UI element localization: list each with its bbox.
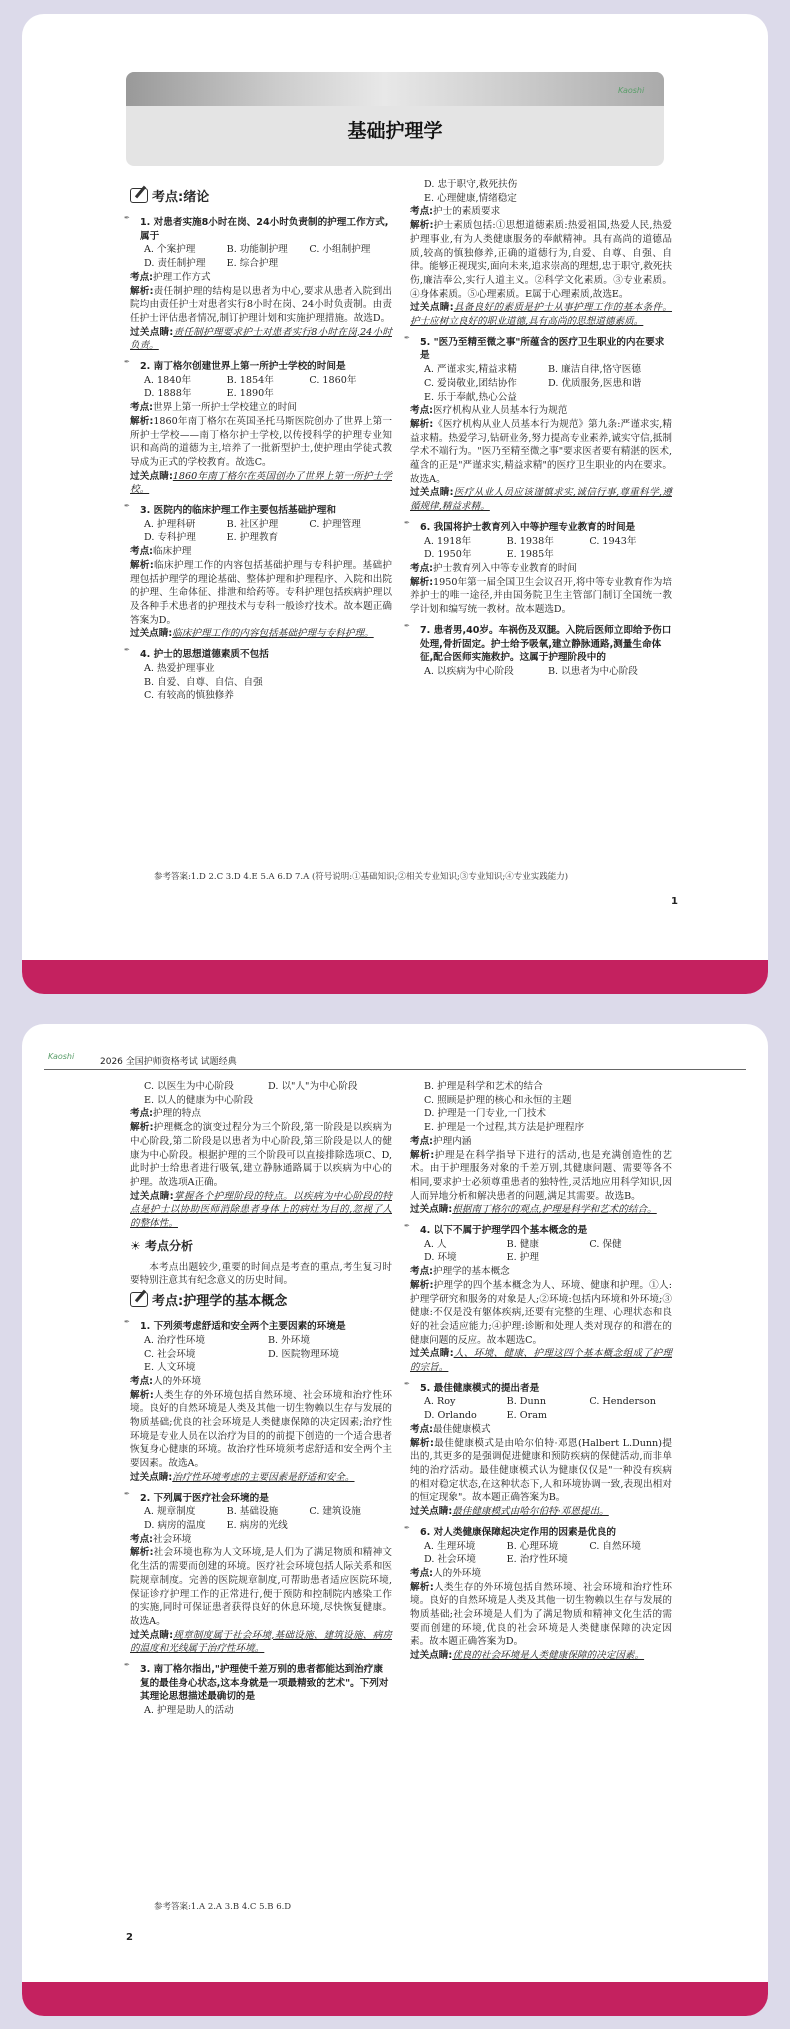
label: 考点:	[130, 402, 154, 414]
explanation	[130, 415, 392, 470]
option-list	[130, 374, 392, 401]
question: ✒ 6. 我国将护士教育列入中等护理专业教育的时间是	[410, 521, 672, 535]
option: C. 保健	[589, 1238, 622, 1250]
option: B. 社区护理	[226, 518, 279, 530]
explanation	[410, 1581, 672, 1650]
text: 最佳健康模式由哈尔伯特·邓恩提出。	[452, 1506, 609, 1518]
label: 过关点睛:	[130, 1190, 174, 1202]
label: 考点:	[410, 1135, 434, 1147]
key-point	[130, 470, 392, 497]
label: 过关点睛:	[130, 628, 173, 640]
key-point	[410, 301, 672, 328]
option: A. 1840年	[144, 374, 192, 386]
label: 解析:	[130, 1122, 154, 1134]
option: C. 爱岗敬业,团结协作	[424, 377, 517, 389]
question: ✒ 1. 下列须考虑舒适和安全两个主要因素的环境是	[130, 1320, 392, 1334]
option: A. 严谨求实,精益求精	[424, 364, 517, 376]
key-point	[410, 1649, 672, 1663]
text: 责任制护理要求护士对患者实行8小时在岗,24小时负责。	[130, 326, 392, 352]
label: 考点:	[130, 546, 154, 558]
text: 治疗性环境考虑的主要因素是舒适和安全。	[172, 1471, 355, 1483]
text: 世界上第一所护士学校建立的时间	[153, 402, 297, 414]
explanation	[130, 1261, 392, 1288]
left-column	[130, 1080, 392, 1718]
text: 人类生存的外环境包括自然环境、社会环境和治疗性环境。良好的自然环境是人类及其他一切生物赖以生存与发展的物质基础;优良的社会环境是人类健康保障的决定因素;治疗性环境是专业人员在以治疗为目的的前提下创造的一个适合患者恢复身心健康的环境。故治疗性环境须考虑舒适和安全两个主要因素。故选A。	[130, 1389, 393, 1470]
text: 最佳健康模式	[433, 1423, 491, 1435]
text: 护理学的四个基本概念为人、环境、健康和护理。①人:护理学研究和服务的对象是人;②环境:包括内环境和外环境;③健康:不仅是没有躯体疾病,还要有完整的生理、心理状态和良好的社会适应能力;④护理:诊断和处理人类对现存的和潜在的健康问题的反应。故本题选C。	[410, 1279, 672, 1346]
text: 护士教育列入中等专业教育的时间	[433, 562, 577, 574]
option: C. 以医生为中心阶段	[144, 1081, 234, 1092]
text: 护士素质包括:①思想道德素质:热爱祖国,热爱人民,热爱护理事业,有为人类健康服务的奉献精神。具有高尚的道德品质,较高的慎独修养,正确的道德行为,自爱、自尊、自强、自律。能够正视现实,面向未来,追求崇高的理想,忠于职守,救死扶伤,廉洁奉公,实行人道主义。②科学文化素质。③专业素质。④身体素质。⑤心理素质。E属于心理素质,故选E。	[410, 220, 672, 300]
logo: Kaoshi	[48, 1052, 75, 1061]
title-banner	[126, 72, 664, 166]
label: 解析:	[410, 576, 434, 588]
option-list	[130, 243, 392, 270]
option-list	[410, 1540, 672, 1567]
label: 解析:	[410, 418, 434, 430]
option: C. 1943年	[589, 535, 637, 547]
option-list	[410, 1395, 672, 1422]
key-point	[130, 1629, 392, 1656]
question: ✒ 3. 医院内的临床护理工作主要包括基础护理和	[130, 504, 392, 518]
label: 解析:	[130, 285, 154, 297]
text: 护理是在科学指导下进行的活动,也是充满创造性的艺术。由于护理服务对象的千差万别,其健康问题、需要等各不相同,要求护士必须尊重患者的独特性,灵活地应用科学知识,因人而异地分析和解决患者的问题,满足其需要。故选B。	[410, 1149, 672, 1202]
text: 人、环境、健康、护理这四个基本概念组成了护理的宗旨。	[410, 1348, 673, 1374]
explanation	[130, 1533, 392, 1547]
option: D. 1950年	[424, 549, 472, 561]
option: C. 社会环境	[144, 1348, 196, 1360]
key-point	[130, 326, 392, 353]
text: 社会环境	[153, 1533, 192, 1545]
explanation	[130, 1121, 392, 1190]
page-2	[22, 1024, 768, 2016]
label: 解析:	[130, 1547, 154, 1559]
label: 过关点睛:	[130, 470, 173, 482]
option-list	[130, 662, 392, 703]
analysis-heading	[130, 1237, 392, 1255]
option-list	[410, 1080, 672, 1135]
explanation	[130, 1107, 392, 1121]
option-list	[410, 535, 672, 562]
label: 考点:	[410, 206, 434, 218]
key-point	[130, 1190, 392, 1231]
label: 考点:	[130, 1375, 154, 1387]
option: A. 热爱护理事业	[144, 662, 215, 674]
text: 人的外环境	[153, 1375, 201, 1387]
option-list	[130, 518, 392, 545]
option: C. Henderson	[589, 1396, 656, 1408]
explanation	[410, 404, 672, 418]
question: ✒ 3. 南丁格尔指出,"护理使千差万别的患者都能达到治疗康复的最佳身心状态,这本身就是一项最精致的艺术"。下列对其理论思想描述最确切的是	[130, 1663, 392, 1704]
key-point	[410, 1203, 672, 1217]
text: 掌握各个护理阶段的特点。以疾病为中心阶段的特点是护士以协助医师消除患者身体上的病灶为目的,忽视了人的整体性。	[130, 1190, 393, 1230]
text: 1950年第一届全国卫生会议召开,将中等专业教育作为培养护士的唯一途径,并由国务院卫生主管部门制订全国统一教学计划和编写统一教材。故本题选D。	[410, 576, 672, 616]
text: 临床护理	[153, 546, 192, 558]
text: 根据南丁格尔的观点,护理是科学和艺术的结合。	[452, 1204, 657, 1216]
label: 解析:	[130, 559, 154, 571]
option: D. 责任制护理	[144, 258, 206, 270]
option: A. 规章制度	[144, 1506, 196, 1518]
label: 解析:	[410, 1149, 435, 1161]
option: E. 以人的健康为中心阶段	[144, 1094, 254, 1106]
label: 考点:	[130, 1108, 154, 1120]
text: 医疗从业人员应该谨慎求实,诚信行事,尊重科学,遵循规律,精益求精。	[410, 487, 672, 513]
logo: Kaoshi	[618, 86, 645, 95]
text: 医疗机构从业人员基本行为规范	[433, 405, 568, 417]
option: D. 忠于职守,救死扶伤	[424, 179, 518, 190]
option: C. 1860年	[309, 374, 357, 386]
question: ✒ 5. "医乃至精至微之事"所蕴含的医疗卫生职业的内在要求是	[410, 336, 672, 363]
option: C. 建筑设施	[309, 1506, 361, 1518]
option: D. 专科护理	[144, 532, 196, 544]
option-list	[130, 1094, 392, 1108]
label: 过关点睛:	[410, 1506, 453, 1518]
label: 考点:	[410, 1423, 434, 1435]
label: 过关点睛:	[410, 1348, 454, 1360]
option-list	[130, 1704, 392, 1718]
column-body	[130, 216, 392, 703]
explanation	[130, 285, 392, 326]
option: B. 基础设施	[226, 1506, 279, 1518]
explanation	[130, 559, 392, 628]
answer-key: 参考答案:1.D 2.C 3.D 4.E 5.A 6.D 7.A (符号说明:①基础知识;②相关专业知识;③专业知识;④专业实践能力)	[154, 872, 569, 882]
question: ✒ 4. 护士的思想道德素质不包括	[130, 648, 392, 662]
label: 过关点睛:	[130, 1471, 173, 1483]
option: E. 护理	[506, 1252, 539, 1264]
explanation	[410, 1135, 672, 1149]
label: 考点:	[410, 562, 434, 574]
banner-strip	[126, 72, 664, 106]
text: 护理内涵	[433, 1135, 472, 1147]
question: ✒ 2. 南丁格尔创建世界上第一所护士学校的时间是	[130, 360, 392, 374]
section-heading	[130, 1292, 392, 1312]
option: E. 护理是一个过程,其方法是护理程序	[424, 1122, 585, 1134]
option: E. 乐于奉献,热心公益	[424, 391, 517, 403]
option: C. 自然环境	[589, 1540, 641, 1552]
option-list	[130, 1361, 392, 1375]
bottom-band	[22, 1982, 768, 2016]
pencil-note-icon	[130, 1292, 148, 1307]
explanation	[130, 1375, 392, 1389]
section-title: 考点:护理学的基本概念	[152, 1294, 288, 1310]
label: 过关点睛:	[130, 1629, 174, 1641]
explanation	[410, 1437, 672, 1506]
right-column	[410, 178, 672, 679]
label: 过关点睛:	[410, 1204, 453, 1216]
label: 考点:	[130, 1533, 154, 1545]
option: D. 以"人"为中心阶段	[268, 1081, 358, 1092]
label: 解析:	[130, 415, 154, 427]
text: 责任制护理的结构是以患者为中心,要求从患者入院到出院均由责任护士对患者实行8小时在岗、24小时负责制。由责任护士评估患者情况,制订护理计划和实施护理措施。故选D。	[130, 285, 392, 324]
explanation	[410, 1567, 672, 1581]
text: 护理的特点	[153, 1108, 201, 1120]
explanation	[410, 1149, 672, 1204]
option: B. Dunn	[506, 1396, 547, 1408]
option: B. 护理是科学和艺术的结合	[424, 1081, 543, 1092]
option: D. 优质服务,医患和谐	[548, 377, 642, 389]
option: D. 护理是一门专业,一门技术	[424, 1108, 547, 1120]
left-column	[130, 184, 392, 703]
explanation	[130, 271, 392, 285]
explanation	[410, 1265, 672, 1279]
label: 考点:	[410, 1567, 434, 1579]
header-text: 2026 全国护师资格考试 试题经典	[100, 1057, 237, 1067]
option: A. 以疾病为中心阶段	[424, 665, 514, 677]
option: B. 1854年	[226, 374, 274, 386]
text: 人的外环境	[433, 1567, 481, 1579]
key-point	[410, 486, 672, 513]
text: 1860年南丁格尔在英国圣托马斯医院创办了世界上第一所护士学校——南丁格尔护士学校,以传授科学的护理专业知识和高尚的道德为主,培养了一批新型护士,使护理由学徒式教导成为正式的学校教育。故选C。	[130, 415, 392, 468]
option: C. 护理管理	[309, 518, 361, 530]
option: E. 病房的光线	[226, 1519, 288, 1531]
option: D. Orlando	[424, 1410, 477, 1422]
option: B. 心理环境	[506, 1540, 559, 1552]
option: A. 护理科研	[144, 518, 196, 530]
text: 本考点出题较少,重要的时间点是考查的重点,考生复习时要特别注意其有纪念意义的历史时间。	[130, 1261, 392, 1287]
explanation	[130, 401, 392, 415]
explanation	[410, 576, 672, 617]
text: 1860年南丁格尔在英国创办了世界上第一所护士学校。	[130, 470, 392, 496]
explanation	[130, 1389, 392, 1471]
option: C. 小组制护理	[309, 244, 371, 256]
label: 解析:	[410, 1279, 434, 1291]
option: E. Oram	[506, 1410, 548, 1422]
key-point	[130, 627, 392, 641]
label: 过关点睛:	[130, 326, 174, 338]
explanation	[130, 545, 392, 559]
label: 考点:	[410, 1266, 434, 1278]
answer-key: 参考答案:1.A 2.A 3.B 4.C 5.B 6.D	[154, 1902, 292, 1912]
option: C. 有较高的慎独修养	[144, 690, 234, 702]
option: B. 外环境	[268, 1334, 310, 1346]
option: D. 1888年	[144, 388, 192, 400]
label: 考点:	[130, 271, 154, 283]
option-list	[410, 665, 672, 679]
question: ✒ 7. 患者男,40岁。车祸伤及双腿。入院后医师立即给予伤口处理,骨折固定。护士给予吸氧,建立静脉通路,测量生命体征,配合医师实施救护。这属于护理阶段中的	[410, 624, 672, 665]
lightbulb-icon: ☀	[130, 1238, 145, 1253]
option-list	[410, 1238, 672, 1265]
option: A. 1918年	[424, 535, 472, 547]
label: 考点:	[410, 405, 434, 417]
running-header	[44, 1050, 746, 1070]
option: B. 自爱、自尊、自信、自强	[144, 676, 263, 688]
question: ✒ 2. 下列属于医疗社会环境的是	[130, 1492, 392, 1506]
analysis-title: 考点分析	[144, 1238, 193, 1253]
explanation	[410, 1279, 672, 1348]
text: 临床护理工作的内容包括基础护理与专科护理。	[172, 628, 374, 640]
page-number: 1	[671, 896, 678, 907]
option: D. 环境	[424, 1252, 457, 1264]
option: B. 功能制护理	[226, 244, 288, 256]
option-list	[130, 1080, 392, 1094]
option: C. 照顾是护理的核心和永恒的主题	[424, 1094, 572, 1106]
option: E. 1890年	[226, 388, 274, 400]
page-title: 基础护理学	[347, 120, 443, 142]
explanation	[130, 1546, 392, 1628]
label: 解析:	[130, 1389, 154, 1401]
option: B. 1938年	[506, 535, 554, 547]
label: 过关点睛:	[410, 302, 454, 314]
text: 最佳健康模式是由哈尔伯特·邓恩(Halbert L.Dunn)提出的,其更多的是强调促进健康和预防疾病的保健活动,而非单纯的治疗活动。最佳健康模式认为健康仅仅是"一种没有疾病的相对稳定状态,在这种状态下,人和环境协调一致,表现出相对的恒定现象"。故本题正确答案为B。	[410, 1437, 672, 1504]
text: 临床护理工作的内容包括基础护理与专科护理。基础护理包括护理学的理论基础、整体护理和护理程序、入院和出院的护理、生命体征、排泄和给药等。专科护理包括疾病护理以及各种手术患者的护理技术与专科一般诊疗技术。故本题正确答案为D。	[130, 559, 393, 626]
option: E. 护理教育	[226, 532, 279, 544]
page-1	[22, 14, 768, 994]
option-list	[410, 363, 672, 404]
option: A. Roy	[424, 1396, 456, 1408]
text: 社会环境也称为人文环境,是人们为了满足物质和精神文化生活的需要而创建的环境。医疗社会环境包括人际关系和医院规章制度。完善的医院规章制度,可帮助患者适应医院环境,保证诊疗护理工作的正常进行,便于预防和控制院内感染工作的实施,同时可保证患者获得良好的休息环境,尽快恢复健康。故选A。	[130, 1547, 392, 1627]
option: E. 1985年	[506, 549, 554, 561]
option: E. 综合护理	[226, 258, 279, 270]
explanation	[410, 205, 672, 219]
page-number: 2	[126, 1932, 133, 1943]
text: 规章制度属于社会环境,基础设施、建筑设施、病房的温度和光线属于治疗性环境。	[130, 1629, 392, 1655]
option: D. 医院物理环境	[268, 1348, 340, 1360]
option-list	[130, 1334, 392, 1361]
option: E. 心理健康,情绪稳定	[424, 192, 517, 204]
text: 《医疗机构从业人员基本行为规范》第九条:严谨求实,精益求精。热爱学习,钻研业务,努力提高专业素养,诚实守信,抵制学术不端行为。"医乃至精至微之事"要求医者要有精湛的医术,蕴含的正是"严谨求实,精益求精"的医疗卫生职业的内在要求。故选A。	[410, 418, 672, 485]
label: 解析:	[410, 1437, 434, 1449]
option: B. 以患者为中心阶段	[548, 665, 638, 677]
question: ✒ 5. 最佳健康模式的提出者是	[410, 1382, 672, 1396]
option: D. 病房的温度	[144, 1519, 206, 1531]
explanation	[410, 1423, 672, 1437]
explanation	[410, 219, 672, 301]
text: 人类生存的外环境包括自然环境、社会环境和治疗性环境。良好的自然环境是人类及其他一切生物赖以生存与发展的物质基础;社会环境是人们为了满足物质和精神文化生活的需要而创建的环境,优良的社会环境是人类健康保障的决定因素。故本题正确答案为D。	[410, 1581, 673, 1648]
text: 护理工作方式	[153, 271, 211, 283]
option: A. 个案护理	[144, 244, 196, 256]
option-list	[130, 1505, 392, 1532]
text: 护理学的基本概念	[433, 1266, 510, 1278]
explanation	[410, 562, 672, 576]
option-list	[410, 178, 672, 205]
key-point	[130, 1471, 392, 1485]
option: E. 人文环境	[144, 1362, 196, 1374]
key-point	[410, 1505, 672, 1519]
option: A. 生理环境	[424, 1540, 476, 1552]
option: A. 护理是助人的活动	[144, 1705, 234, 1717]
text: 具备良好的素质是护士从事护理工作的基本条件。护士应树立良好的职业道德,具有高尚的思想道德素质。	[410, 302, 673, 328]
text: 护理概念的演变过程分为三个阶段,第一阶段是以疾病为中心阶段,第二阶段是以患者为中心阶段,第三阶段是以人的健康为中心阶段。根据护理的三个阶段可以直接排除选项C、D,此时护士给患者进行吸氧,建立静脉通路属于以疾病为中心的护理。故选项A正确。	[130, 1122, 392, 1188]
label: 过关点睛:	[410, 1650, 453, 1662]
section-heading: 考点:绪论	[130, 188, 392, 208]
right-column	[410, 1080, 672, 1663]
option: A. 治疗性环境	[144, 1334, 205, 1346]
key-point	[410, 1347, 672, 1374]
option: B. 健康	[506, 1238, 539, 1250]
question: ✒ 6. 对人类健康保障起决定作用的因素是优良的	[410, 1526, 672, 1540]
bottom-band	[22, 960, 768, 994]
label: 解析:	[410, 220, 434, 232]
option: D. 社会环境	[424, 1554, 476, 1566]
option: B. 廉洁自律,恪守医德	[548, 364, 641, 376]
question: ✒ 1. 对患者实施8小时在岗、24小时负责制的护理工作方式,属于	[130, 216, 392, 243]
option: A. 人	[424, 1238, 447, 1250]
text: 护士的素质要求	[433, 206, 501, 218]
label: 过关点睛:	[410, 487, 454, 499]
option: E. 治疗性环境	[506, 1554, 568, 1566]
question: ✒ 4. 以下不属于护理学四个基本概念的是	[410, 1224, 672, 1238]
label: 解析:	[410, 1581, 434, 1593]
text: 优良的社会环境是人类健康保障的决定因素。	[452, 1650, 645, 1662]
explanation	[410, 418, 672, 487]
pencil-note-icon	[130, 188, 148, 203]
